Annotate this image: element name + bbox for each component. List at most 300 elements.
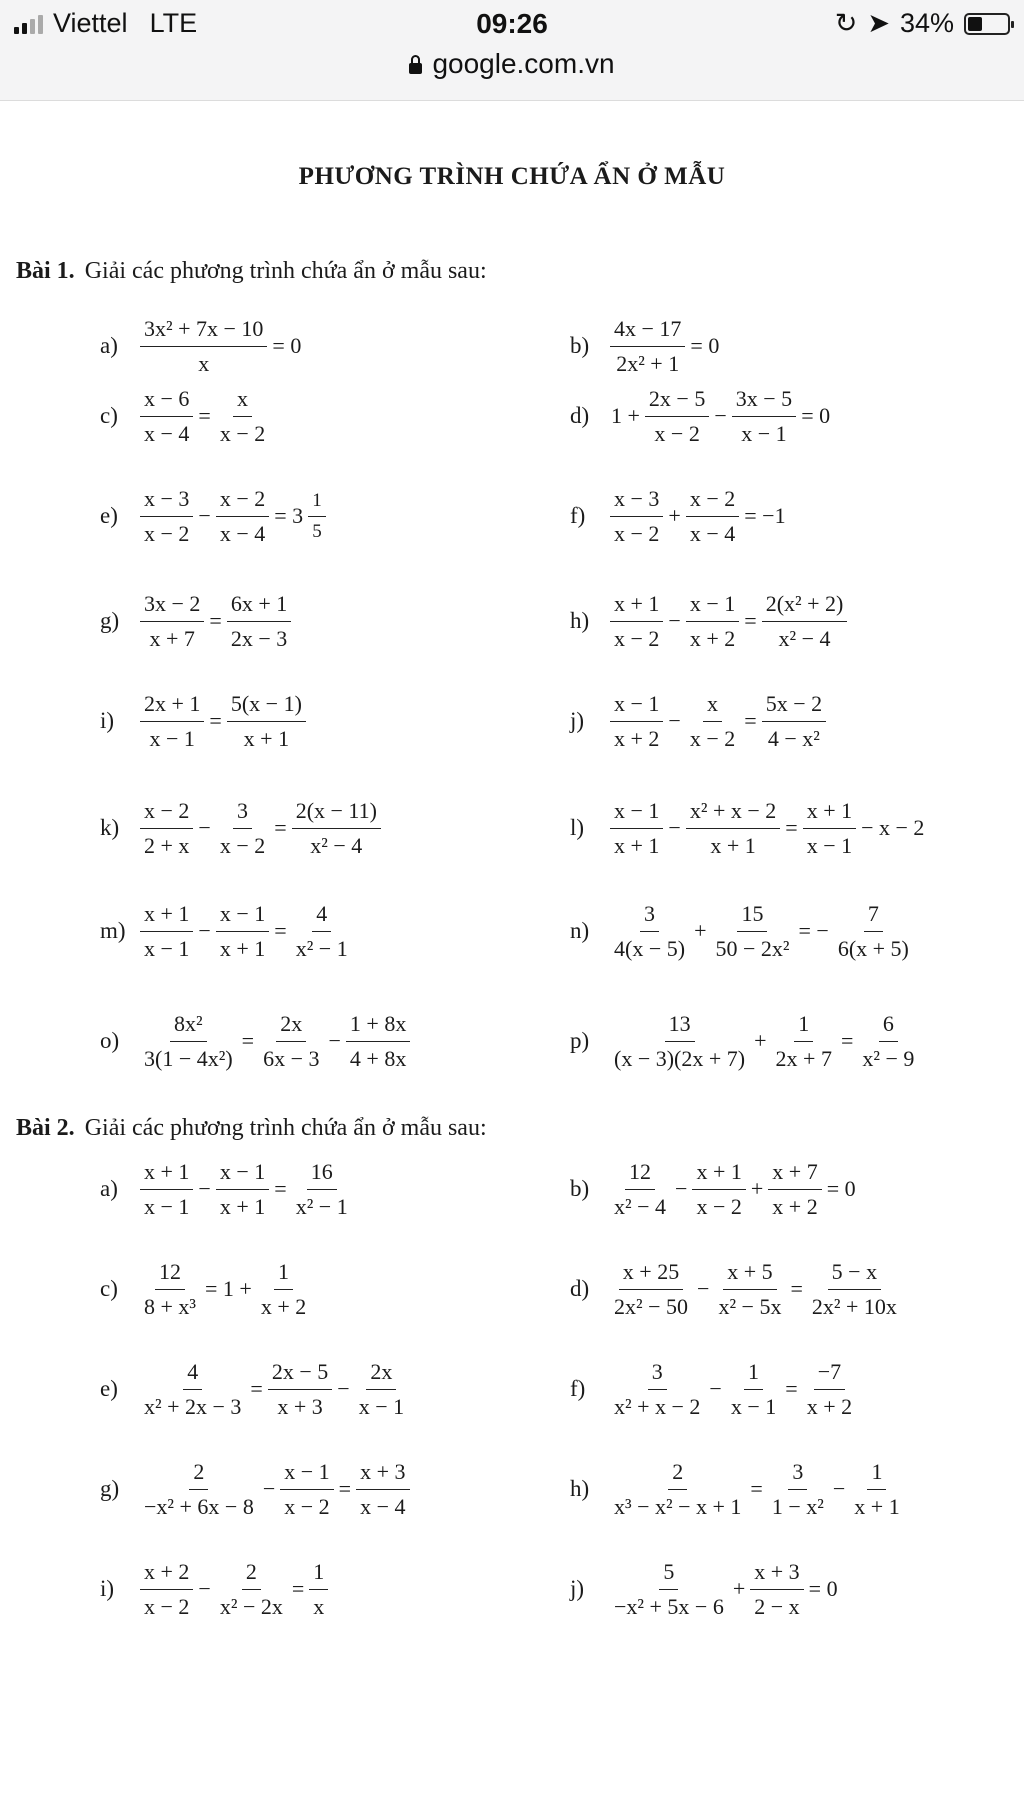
denominator: x − 1 (730, 1393, 777, 1419)
fraction (140, 1558, 193, 1620)
denominator: x − 2 (219, 420, 266, 446)
denominator: x − 1 (149, 725, 195, 751)
lock-icon (409, 63, 422, 74)
problem-label: f) (570, 503, 586, 528)
numerator: 6 (879, 1010, 898, 1042)
operator: = (744, 708, 757, 733)
operator: − (675, 1176, 688, 1201)
numerator: 2 (189, 1458, 208, 1490)
fraction (858, 1010, 918, 1072)
denominator: 2 + x (144, 832, 190, 858)
denominator: x − 2 (614, 520, 660, 546)
operator: − (668, 815, 681, 840)
operator: − (709, 1376, 722, 1401)
fraction (768, 1458, 828, 1520)
operator: + (754, 1028, 767, 1053)
numerator: 6x + 1 (227, 590, 291, 622)
problem-label: i) (100, 708, 115, 733)
numerator: x + 7 (768, 1158, 821, 1190)
fraction (727, 1358, 780, 1420)
bai2-problem-a (100, 1158, 354, 1220)
numerator: x² + x − 2 (686, 797, 780, 829)
denominator: 2x + 7 (775, 1045, 832, 1071)
numerator: 5 − x (828, 1258, 881, 1290)
fraction (772, 1010, 836, 1072)
operator: = (291, 1576, 305, 1601)
numerator: 2(x − 11) (292, 797, 381, 829)
denominator: x − 1 (144, 935, 190, 961)
denominator: x² − 5x (718, 1293, 782, 1319)
operator: = (785, 1376, 798, 1401)
denominator: x + 1 (243, 725, 290, 751)
denominator: 5 (312, 520, 322, 542)
bai1-problem-m (100, 900, 354, 962)
bai2-problem-g (100, 1458, 412, 1520)
fraction (346, 1010, 410, 1072)
fraction (610, 900, 689, 962)
problem-label: b) (570, 1176, 590, 1201)
fraction (610, 797, 663, 859)
denominator: x − 4 (219, 520, 266, 546)
operator: = 0 (808, 1576, 838, 1601)
fraction (750, 1558, 803, 1620)
numerator: x − 6 (140, 385, 193, 417)
denominator: 2x² + 1 (616, 350, 680, 376)
bai1-problem-e (100, 485, 328, 547)
bai2-heading (16, 1115, 487, 1142)
denominator: x − 4 (144, 420, 190, 446)
denominator: x + 2 (689, 625, 736, 651)
denominator: x − 2 (614, 625, 660, 651)
denominator: 1 − x² (771, 1493, 824, 1519)
fraction (714, 1258, 785, 1320)
fraction (808, 1258, 901, 1320)
operator: − (714, 403, 727, 428)
fraction (686, 485, 739, 547)
numerator: 2 (668, 1458, 687, 1490)
operator: = (198, 403, 211, 428)
operator: = (209, 608, 222, 633)
fraction (850, 1458, 903, 1520)
operator: + (694, 918, 707, 943)
numerator: 2x (366, 1358, 396, 1390)
denominator: x − 4 (689, 520, 736, 546)
fraction (292, 1158, 352, 1220)
rotation-lock-icon: ↻ (834, 8, 858, 38)
numerator: x − 1 (216, 1158, 269, 1190)
fraction (803, 797, 856, 859)
bai2-label: Bài 2. (16, 1115, 75, 1141)
operator: + (668, 503, 681, 528)
battery-percent: 34% (899, 8, 954, 38)
denominator: x − 2 (654, 420, 700, 446)
fraction (768, 1158, 821, 1220)
fraction (216, 900, 269, 962)
numerator: 2x (276, 1010, 306, 1042)
bai1-problem-n (570, 900, 915, 962)
operator: = 0 (690, 333, 720, 358)
denominator: x² − 4 (778, 625, 831, 651)
fraction (686, 590, 739, 652)
numerator: 13 (665, 1010, 695, 1042)
bai1-text: Giải các phương trình chứa ẩn ở mẫu sau: (84, 258, 487, 284)
operator: − x − 2 (861, 815, 925, 840)
bai1-problem-o (100, 1010, 412, 1072)
operator: = (338, 1476, 352, 1501)
numerator: 15 (737, 900, 767, 932)
bai1-problem-c (100, 385, 271, 447)
fraction (803, 1358, 856, 1420)
bai2-problem-c (100, 1258, 312, 1320)
denominator: x + 1 (614, 832, 660, 858)
denominator: x − 1 (741, 420, 787, 446)
numerator: 8x² (170, 1010, 207, 1042)
numerator: 16 (307, 1158, 337, 1190)
denominator: x² − 2x (219, 1593, 283, 1619)
fraction (610, 690, 663, 752)
numerator: x + 25 (619, 1258, 683, 1290)
bai1-heading (16, 258, 487, 285)
fraction (610, 1258, 692, 1320)
operator: = (241, 1028, 255, 1053)
fraction (140, 690, 204, 752)
numerator: 3x² + 7x − 10 (140, 315, 267, 347)
url-text: google.com.vn (432, 48, 615, 79)
fraction (308, 489, 326, 544)
numerator: 3 (640, 900, 659, 932)
numerator: x + 1 (692, 1158, 745, 1190)
fraction (140, 1458, 258, 1520)
denominator: x + 1 (219, 1193, 266, 1219)
denominator: 4 − x² (767, 725, 820, 751)
operator: = (750, 1476, 763, 1501)
bai1-problem-a (100, 315, 304, 377)
bai1-problem-l (570, 797, 927, 859)
denominator: 8 + x³ (144, 1293, 197, 1319)
numerator: 2x + 1 (140, 690, 204, 722)
address-bar[interactable] (0, 48, 1024, 80)
operator: = (744, 608, 757, 633)
problem-label: e) (100, 503, 118, 528)
numerator: x − 3 (610, 485, 663, 517)
problem-label: b) (570, 333, 590, 358)
numerator: 1 (309, 1558, 328, 1590)
denominator: 6(x + 5) (837, 935, 909, 961)
fraction (140, 900, 193, 962)
numerator: 1 (867, 1458, 886, 1490)
denominator: 3(1 − 4x²) (144, 1045, 233, 1071)
numerator: x − 1 (280, 1458, 333, 1490)
denominator: 2x − 3 (230, 625, 288, 651)
denominator: x² − 4 (614, 1193, 667, 1219)
denominator: −x² + 5x − 6 (614, 1593, 724, 1619)
numerator: 2x − 5 (645, 385, 709, 417)
operator: = 0 (272, 333, 302, 358)
problem-label: e) (100, 1376, 118, 1401)
numerator: 3 (788, 1458, 807, 1490)
bai1-problem-b (570, 315, 722, 377)
bai1-problem-d (570, 385, 833, 447)
fraction (140, 590, 204, 652)
fraction (140, 315, 267, 377)
fraction (280, 1458, 333, 1520)
numerator: 4 (312, 900, 331, 932)
numerator: x + 2 (140, 1558, 193, 1590)
operator: − (697, 1276, 710, 1301)
bai1-problem-p (570, 1010, 920, 1072)
problem-label: g) (100, 608, 120, 633)
operator: − (668, 708, 681, 733)
denominator: −x² + 6x − 8 (144, 1493, 254, 1519)
bai2-problem-f (570, 1358, 858, 1420)
denominator: x² − 4 (310, 832, 363, 858)
numerator: 4x − 17 (610, 315, 685, 347)
fraction (292, 900, 352, 962)
fraction (140, 1158, 193, 1220)
fraction (732, 385, 796, 447)
operator: − (198, 815, 211, 840)
numerator: 1 (744, 1358, 763, 1390)
operator: = (250, 1376, 263, 1401)
bai2-problem-d (570, 1258, 903, 1320)
operator: − (198, 1176, 211, 1201)
page-title: PHƯƠNG TRÌNH CHỨA ẨN Ở MẪU (298, 163, 726, 190)
operator: = (840, 1028, 854, 1053)
operator: − (198, 1576, 211, 1601)
numerator: 1 (308, 489, 326, 517)
numerator: 3 (233, 797, 252, 829)
fraction (259, 1010, 323, 1072)
fraction (216, 1558, 287, 1620)
bai1-problem-g (100, 590, 293, 652)
numerator: 12 (625, 1158, 655, 1190)
numerator: 7 (864, 900, 883, 932)
bai2-text: Giải các phương trình chứa ẩn ở mẫu sau: (84, 1115, 487, 1141)
problem-label: c) (100, 1276, 118, 1301)
fraction (292, 797, 381, 859)
fraction (610, 590, 663, 652)
numerator: x + 1 (140, 900, 193, 932)
problem-label: h) (570, 1476, 590, 1501)
operator: = 1 + (205, 1276, 252, 1301)
denominator: x + 2 (772, 1193, 818, 1219)
operator: = (274, 918, 287, 943)
operator: = −1 (744, 503, 786, 528)
status-icons (835, 8, 1010, 39)
fraction (309, 1558, 328, 1620)
numerator: x + 1 (140, 1158, 193, 1190)
denominator: 6x − 3 (263, 1045, 320, 1071)
fraction (140, 1358, 245, 1420)
denominator: x − 1 (806, 832, 853, 858)
fraction (610, 1010, 749, 1072)
numerator: 5(x − 1) (227, 690, 306, 722)
fraction (257, 1258, 310, 1320)
numerator: x + 1 (610, 590, 663, 622)
denominator: 4(x − 5) (614, 935, 686, 961)
battery-icon (964, 13, 1010, 35)
operator: = (274, 1176, 287, 1201)
numerator: 5 (659, 1558, 678, 1590)
numerator: 1 (794, 1010, 813, 1042)
operator: = 3 (274, 503, 304, 528)
denominator: x + 1 (219, 935, 266, 961)
numerator: 1 + 8x (346, 1010, 410, 1042)
operator: = (785, 815, 798, 840)
denominator: x − 4 (360, 1493, 406, 1519)
numerator: x − 1 (610, 797, 663, 829)
network-type: LTE (149, 8, 198, 38)
numerator: x − 1 (686, 590, 739, 622)
numerator: 4 (183, 1358, 202, 1390)
denominator: 4 + 8x (349, 1045, 407, 1071)
operator: = (790, 1276, 803, 1301)
bai1-problem-f (570, 485, 789, 547)
operator: = 0 (801, 403, 831, 428)
numerator: x − 2 (216, 485, 269, 517)
denominator: x (198, 350, 210, 376)
problem-label: d) (570, 1276, 590, 1301)
fraction (140, 385, 193, 447)
numerator: x − 3 (140, 485, 193, 517)
denominator: x² + x − 2 (614, 1393, 701, 1419)
fraction (610, 485, 663, 547)
numerator: x + 3 (750, 1558, 803, 1590)
bai2-problem-e (100, 1358, 410, 1420)
fraction (140, 1010, 237, 1072)
denominator: x + 2 (260, 1293, 307, 1319)
problem-label: g) (100, 1476, 120, 1501)
operator: − (262, 1476, 276, 1501)
location-icon: ➤ (867, 8, 890, 38)
numerator: −7 (814, 1358, 845, 1390)
fraction (686, 690, 739, 752)
problem-label: l) (570, 815, 585, 840)
denominator: x² − 9 (862, 1045, 915, 1071)
problem-label: a) (100, 1176, 118, 1201)
denominator: x (313, 1593, 325, 1619)
numerator: 3x − 2 (140, 590, 204, 622)
denominator: x − 2 (144, 1593, 190, 1619)
operator: = 0 (826, 1176, 856, 1201)
fraction (692, 1158, 745, 1220)
denominator: x + 2 (806, 1393, 853, 1419)
numerator: 3 (648, 1358, 667, 1390)
problem-label: i) (100, 1576, 115, 1601)
numerator: 2(x² + 2) (762, 590, 848, 622)
operator: − (832, 1476, 846, 1501)
fraction (268, 1358, 332, 1420)
operator: − (668, 608, 681, 633)
problem-label: h) (570, 608, 590, 633)
fraction (140, 797, 193, 859)
denominator: 2x² + 10x (811, 1293, 897, 1319)
fraction (711, 900, 793, 962)
status-bar (0, 0, 1024, 101)
denominator: 2x² − 50 (614, 1293, 689, 1319)
denominator: x − 2 (284, 1493, 330, 1519)
carrier-name: Viettel (53, 8, 128, 38)
operator: = (209, 708, 222, 733)
operator: = − (798, 918, 829, 943)
numerator: x + 5 (723, 1258, 776, 1290)
fraction (140, 485, 193, 547)
denominator: x + 3 (277, 1393, 323, 1419)
fraction (610, 1358, 704, 1420)
bai2-problem-h (570, 1458, 906, 1520)
denominator: x + 1 (854, 1493, 900, 1519)
clock: 09:26 (476, 8, 548, 39)
fraction (227, 590, 291, 652)
problem-label: a) (100, 333, 118, 358)
denominator: x − 2 (696, 1193, 742, 1219)
denominator: x² − 1 (295, 935, 348, 961)
fraction (762, 690, 826, 752)
numerator: 12 (155, 1258, 185, 1290)
numerator: 3x − 5 (732, 385, 796, 417)
denominator: x − 1 (144, 1193, 190, 1219)
numerator: x − 2 (140, 797, 193, 829)
operator: = (274, 815, 287, 840)
fraction (216, 797, 269, 859)
bai1-problem-j (570, 690, 828, 752)
operator: − (337, 1376, 350, 1401)
operator: − (328, 1028, 341, 1053)
operator: + (750, 1176, 764, 1201)
fraction (610, 1458, 745, 1520)
operator: − (198, 503, 211, 528)
denominator: 2 − x (754, 1593, 800, 1619)
denominator: x² + 2x − 3 (144, 1393, 242, 1419)
problem-label: o) (100, 1028, 120, 1053)
fraction (610, 1558, 728, 1620)
denominator: x² − 1 (295, 1193, 348, 1219)
denominator: x + 1 (710, 832, 756, 858)
denominator: x − 2 (689, 725, 736, 751)
numerator: 2 (242, 1558, 261, 1590)
numerator: x + 3 (356, 1458, 409, 1490)
fraction (834, 900, 913, 962)
fraction (645, 385, 709, 447)
numerator: x + 1 (803, 797, 856, 829)
fraction (356, 1458, 409, 1520)
problem-label: d) (570, 403, 590, 428)
fraction (686, 797, 780, 859)
problem-label: j) (570, 1576, 585, 1601)
problem-label: f) (570, 1376, 586, 1401)
numerator: x − 1 (216, 900, 269, 932)
bai1-label: Bài 1. (16, 258, 75, 284)
numerator: x − 2 (686, 485, 739, 517)
denominator: x³ − x² − x + 1 (614, 1493, 742, 1519)
problem-label: p) (570, 1028, 590, 1053)
bai1-problem-i (100, 690, 308, 752)
fraction (140, 1258, 200, 1320)
fraction (227, 690, 306, 752)
denominator: x + 7 (149, 625, 195, 651)
fraction (355, 1358, 408, 1420)
operator: + (732, 1576, 746, 1601)
problem-label: n) (570, 918, 590, 943)
fraction (762, 590, 848, 652)
denominator: x + 2 (614, 725, 660, 751)
numerator: x (703, 690, 722, 722)
problem-label: j) (570, 708, 585, 733)
fraction (610, 315, 685, 377)
numerator: 5x − 2 (762, 690, 826, 722)
fraction (610, 1158, 670, 1220)
denominator: x − 2 (144, 520, 190, 546)
